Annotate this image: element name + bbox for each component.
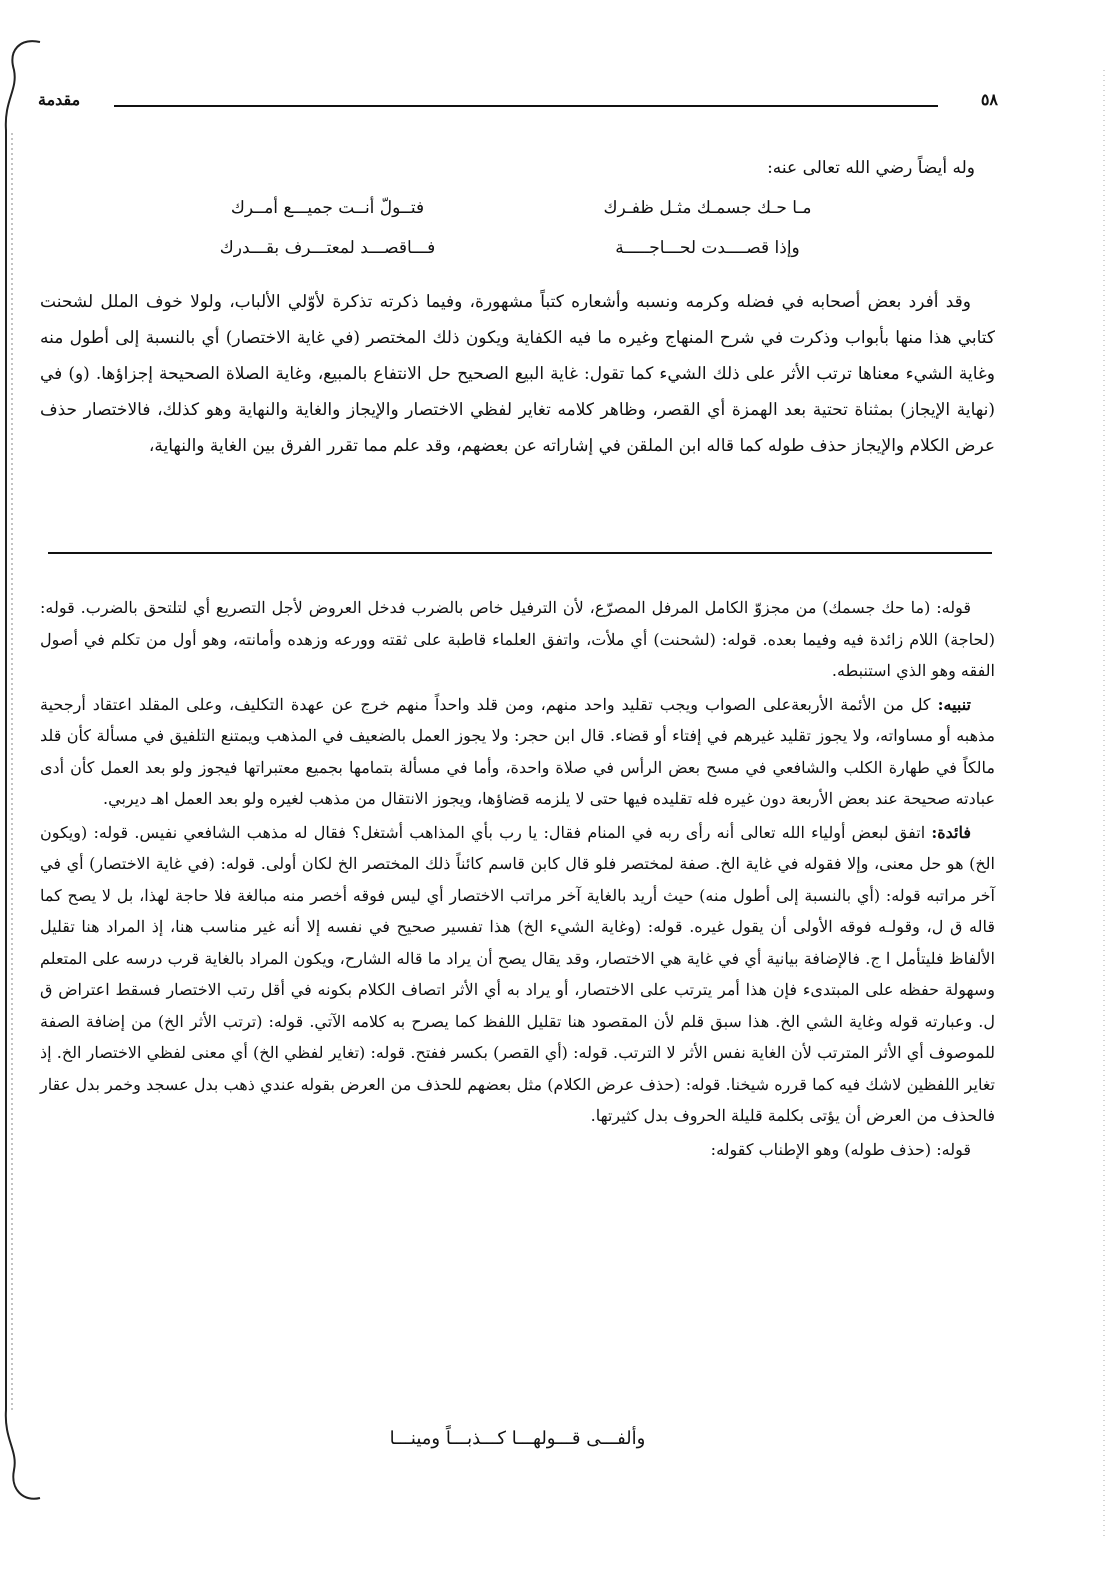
footnote-divider: [48, 552, 992, 554]
commentary: [40, 592, 995, 1167]
commentary-paragraph: قوله: (حذف طوله) وهو الإطناب كقوله:: [710, 1139, 971, 1159]
note-heading: فائدة:: [931, 822, 971, 842]
right-ornament-border: [1090, 70, 1112, 1540]
commentary-paragraph: [40, 817, 995, 1132]
commentary-paragraph: قوله: (ما حك جسمك) من مجزوّ الكامل المرفل المصرّع، لأن الترفيل خاص بالضرب فدخل العروض لأجل التصريع أي لتلتحق بالضرب. قوله: (لحاجة) اللام زائدة فيه وفيما بعده. قوله: (لشحنت) أي ملأت، واتفق العلماء قاطبة على ثقته وورعه وزهده وأمانته، وهو أول من تكلم في أصول الفقه وهو الذي استنبطه.: [40, 598, 995, 680]
note-text: اتفق لبعض أولياء الله تعالى أنه رأى ربه في المنام فقال: يا رب بأي المذاهب أشتغل؟ فقال له مذهب الشافعي نفيس. قوله: (ويكون الخ) هو حل معنى، وإلا فقوله في غاية الخ. صفة لمختصر فلو قال كابن قاسم كائناً ذلك المختصر الخ لكان أولى. قوله: (في غاية الاختصار) أي في آخر مراتبه قوله: (أي بالنسبة إلى أطول منه) حيث أريد بالغاية آخر مراتب الاختصار أي ليس فوقه أخصر منه مبالغة فلا حاجة لهذا، بل لا يصح كما قاله ق ل، وقولـه فوقه الأولى أن يقول غيره. قوله: (وغاية الشيء الخ) هذا تفسير صحيح في نفسه إلا أنه غير مناسب هنا، إذ المراد هنا تقليل الألفاظ فليتأمل ا ج. فالإضافة بيانية أي في غاية هي الاختصار، وقد يقال يصح أن يراد ما قاله الشارح، ويكون المراد بالغاية قرب درسه على المتعلم وسهولة حفظه على المبتدىء فإن هذا أمر يترتب على الاختصار، أو يراد به أي الأثر اتصاف الكلام بكونه في أقل رتب الاختصار فسقط اعتراض ق ل. وعبارته قوله وغاية الشي الخ. هذا سبق قلم لأن المقصود هنا تقليل اللفظ كما يصرح به كلامه الآتي. قوله: (ترتب الأثر الخ) من إضافة الصفة للموصوف أي الأثر المترتب لأن الغاية نفس الأثر لا الترتب. قوله: (أي القصر) بكسر ففتح. قوله: (تغاير لفظي الخ) أي معنى لفظي الاختصار الخ. إذ تغاير اللفظين لاشك فيه كما قرره شيخنا. قوله: (حذف عرض الكلام) مثل بعضهم للحذف من العرض بقوله عندي ذهب بدل عسجد وخمر بدل عقار فالحذف من العرض أن يؤتى بكلمة قليلة الحروف بدل كثيرتها.: [40, 822, 995, 1125]
page-number: ٥٨: [980, 90, 998, 109]
note-text: كل من الأئمة الأربعةعلى الصواب ويجب تقليد واحد منهم، ومن قلد واحداً منهم خرج عن عهدة التكليف، وعلى المقلد اعتقاد أرجحية مذهبه أو مساواته، ولا يجوز تقليد غيرهم في إفتاء أو قضاء. قال ابن حجر: ولا يجوز العمل بالضعيف في المذهب ويمتنع التلفيق في مسألة كأن قلد مالكاً في طهارة الكلب والشافعي في مسح بعض الرأس في صلاة واحدة، وأما في مسألة بتمامها بجميع معتبراتها فيجوز ولو بعد العمل كأن أدى عبادته صحيحة عند بعض الأربعة دون غيره فله تقليده فيها حتى لا يلزمه قضاؤها، ويجوز الانتقال من مذهب لغيره ولو بعد العمل اهـ ديربي.: [40, 694, 995, 808]
page-header: [38, 90, 998, 120]
verse-hemistich: مـا حـك جسمـك مثـل ظفـرك: [603, 198, 812, 218]
verse-line-1: [40, 190, 995, 226]
main-paragraph: وقد أفرد بعض أصحابه في فضله وكرمه ونسبه وأشعاره كتباً مشهورة، وفيما ذكرته تذكرة لأوّلي الألباب، ولولا خوف الملل لشحنت كتابي هذا منها بأبواب وذكرت في شرح المنهاج وغيره ما فيه الكفاية ويكون ذلك المختصر (في غاية الاختصار) أي بالنسبة إلى أطول منه وغاية الشيء معناها ترتب الأثر على ذلك الشيء كما تقول: غاية البيع الصحيح حل الانتفاع بالمبيع، وغاية الصلاة الصحيحة إجزاؤها. (و) في (نهاية الإيجاز) بمثناة تحتية بعد الهمزة أي القصر، وظاهر كلامه تغاير لفظي الاختصار والإيجاز والغاية والنهاية وهو كذلك، فالاختصار حذف عرض الكلام والإيجاز حذف طوله كما قاله ابن الملقن في إشاراته عن بعضهم، وقد علم مما تقرر الفرق بين الغاية والنهاية،: [40, 292, 995, 456]
main-text: [40, 150, 995, 464]
header-rule: [114, 105, 938, 107]
section-title: مقدمة: [38, 90, 81, 109]
verse-line-2: [40, 230, 995, 266]
verse-hemistich: فتــولّ أنــت جميـــع أمــرك: [230, 198, 425, 218]
commentary-paragraph: [40, 689, 995, 815]
verse-hemistich: وإذا قصــــدت لحـــاجـــــة: [615, 238, 800, 258]
closing-verse: وألفـــى قـــولهـــا كـــذبـــاً ومينـــا: [389, 1428, 646, 1449]
note-heading: تنبيه:: [937, 694, 971, 714]
intro-line: وله أيضاً رضي الله تعالى عنه:: [767, 158, 975, 178]
verse-hemistich: فـــاقصـــد لمعتـــرف بقـــدرك: [219, 238, 436, 258]
